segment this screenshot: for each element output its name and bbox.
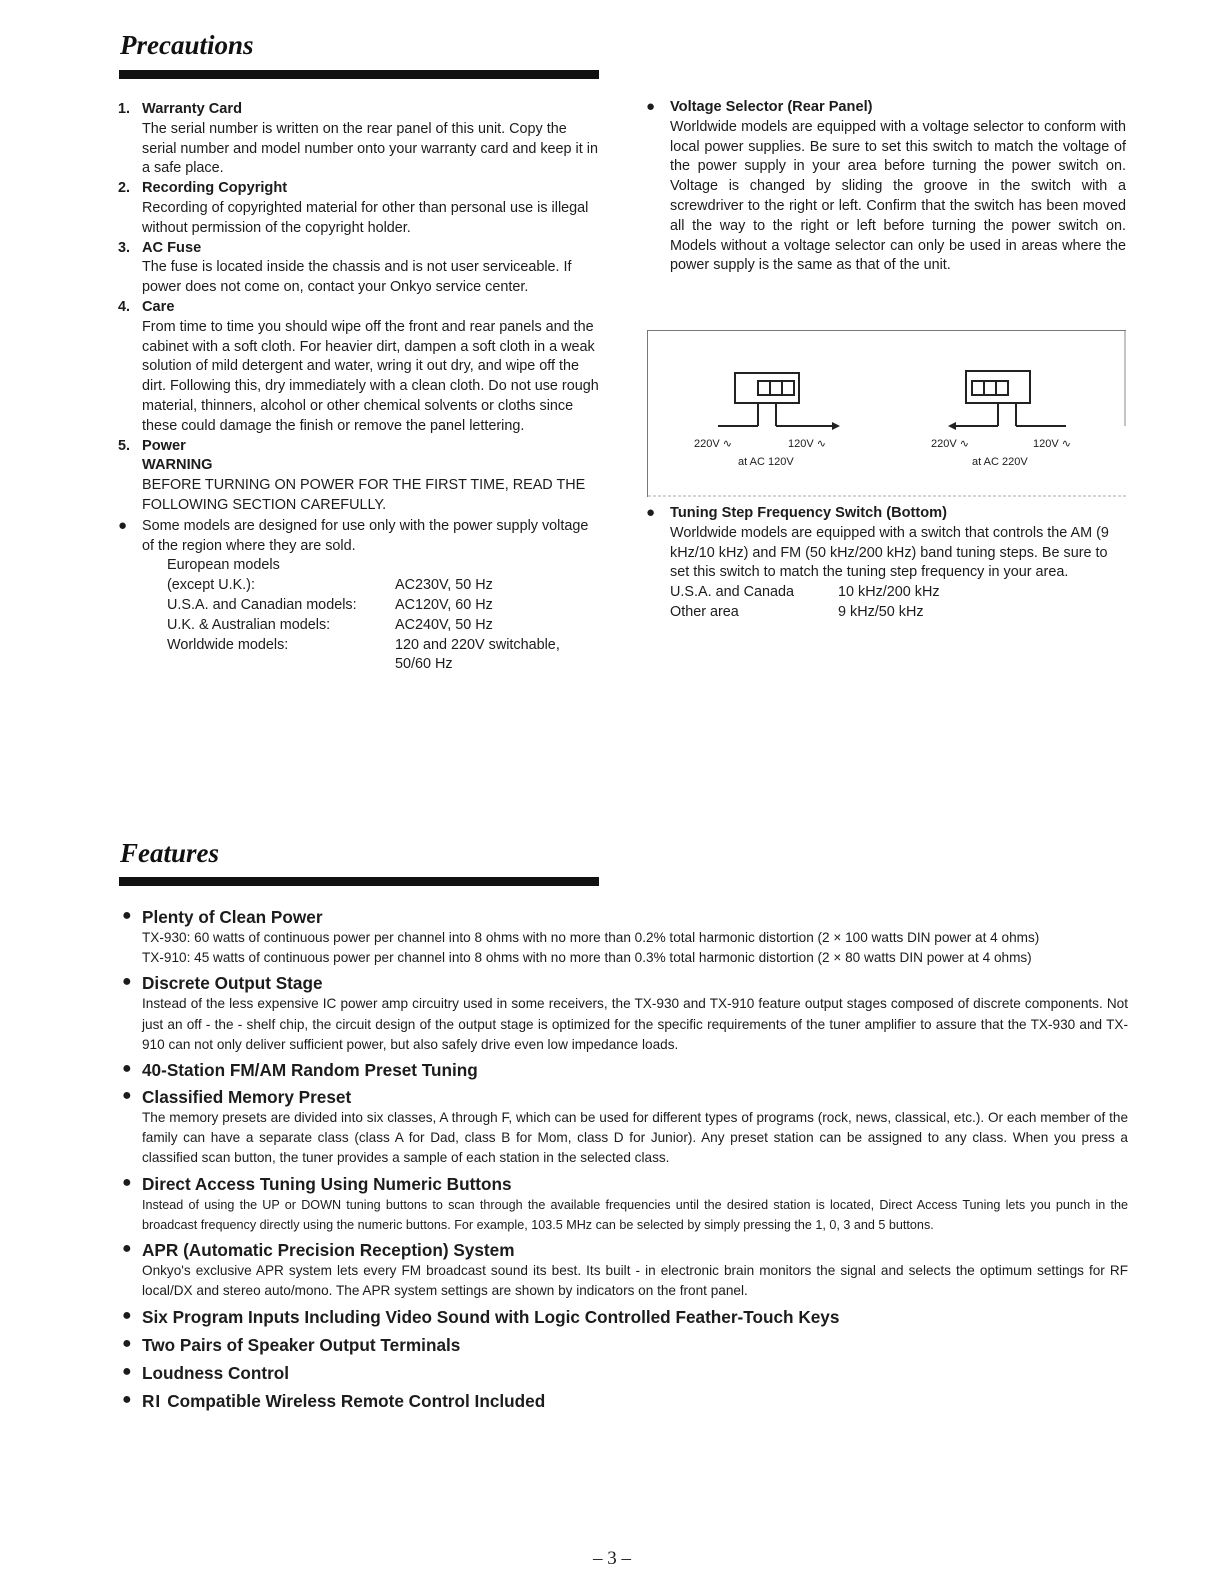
precautions-rule (119, 70, 599, 79)
tuning-region: U.S.A. and Canada (670, 584, 794, 601)
feature-heading: Loudness Control (142, 1363, 290, 1384)
power-bullet (118, 517, 600, 557)
feature-item-apr (118, 1239, 1128, 1301)
item-text: The serial number is written on the rear panel of this unit. Copy the serial number and model number onto your warranty card and keep it in a safe place. (142, 120, 598, 177)
voltage-label: 220V (694, 438, 720, 450)
voltage-selector-bullet (646, 98, 1126, 276)
feature-line: TX-930: 60 watts of continuous power per channel into 8 ohms with no more than 0.2% total harmonic distortion (2 × 100 watts DIN power at 4 ohms) (142, 930, 1040, 945)
item-text: The fuse is located inside the chassis and is not user serviceable. If power does not come on, contact your Onkyo service center. (142, 259, 572, 296)
precaution-item-copyright (118, 179, 600, 238)
voltage-value: 50/60 Hz (395, 656, 453, 673)
feature-item-loudness (118, 1362, 1128, 1384)
precautions-left-column (118, 100, 600, 675)
bullet-icon: ● (122, 1335, 132, 1353)
precaution-item-care (118, 298, 600, 437)
tuning-step-section (646, 504, 1126, 623)
voltage-label: 220V (931, 438, 957, 450)
bullet-icon: ● (122, 1173, 132, 1191)
bullet-icon: ● (122, 973, 132, 991)
voltage-value: AC230V, 50 Hz (395, 577, 493, 594)
feature-heading: Plenty of Clean Power (142, 907, 323, 927)
feature-heading-text: Compatible Wireless Remote Control Included (167, 1391, 546, 1412)
voltage-row (167, 576, 600, 596)
ac-symbol-icon: ∿ (816, 438, 826, 450)
ac-symbol-icon: ∿ (959, 438, 969, 450)
item-number: 5. (118, 437, 131, 454)
bullet-icon: ● (122, 1363, 132, 1381)
feature-heading: Two Pairs of Speaker Output Terminals (142, 1335, 461, 1356)
tuning-row (670, 603, 1126, 623)
features-list (118, 906, 1128, 1412)
tuning-region: Other area (670, 603, 739, 620)
warning-text: BEFORE TURNING ON POWER FOR THE FIRST TIME, READ THE FOLLOWING SECTION CAREFULLY. (142, 477, 586, 513)
bullet-icon: ● (122, 1087, 132, 1105)
feature-item-preset-tuning (118, 1059, 1128, 1081)
voltage-region: Worldwide models: (167, 636, 289, 653)
tuning-step-table (670, 583, 1126, 623)
power-bullet-text: Some models are designed for use only with the power supply voltage of the region where they are sold. (142, 517, 589, 554)
item-heading: Warranty Card (142, 101, 243, 117)
tuning-step-heading: Tuning Step Frequency Switch (Bottom) (670, 505, 948, 521)
voltage-region: U.K. & Australian models: (167, 616, 331, 633)
voltage-selector-diagram (647, 330, 1126, 497)
ri-logo-icon: RI (142, 1391, 162, 1412)
switch-left-icon (718, 373, 840, 430)
voltage-row (167, 596, 600, 616)
right-caption: at AC 220V (972, 456, 1028, 468)
voltage-label: 120V (788, 438, 814, 450)
feature-heading: Discrete Output Stage (142, 973, 323, 994)
feature-heading: APR (Automatic Precision Reception) System (142, 1240, 515, 1261)
tuning-value: 9 kHz/50 kHz (838, 603, 924, 620)
bullet-icon: ● (122, 1240, 132, 1258)
item-heading: Recording Copyright (142, 180, 288, 197)
feature-item-speaker-terminals (118, 1334, 1128, 1356)
tuning-step-text: Worldwide models are equipped with a switch that controls the AM (9 kHz/10 kHz) and FM (50 kHz/200 kHz) band tuning steps. Be sure to set this switch to match the tuning step frequency in your area. (670, 524, 1109, 581)
feature-item-remote (118, 1390, 1128, 1412)
voltage-value: 120 and 220V switchable, (395, 636, 560, 653)
bullet-icon: ● (646, 98, 656, 115)
feature-text: Instead of the less expensive IC power amp circuitry used in some receivers, the TX-930 and TX-910 feature output stages composed of discrete components. Not just an off - the - shelf chip, the circuit design of the output stage is optimized for the specific requirements of the tuner amplifier to assure that the TX-930 and TX-910 can not only deliver sufficient power, but also safely drive even low impedance loads. (142, 996, 1128, 1052)
ac-symbol-icon: ∿ (1061, 438, 1071, 450)
precautions-title: Precautions (120, 30, 254, 60)
voltage-selector-heading: Voltage Selector (Rear Panel) (670, 99, 873, 115)
features-title: Features (120, 838, 220, 868)
voltage-selector-text: Worldwide models are equipped with a voltage selector to conform with local power supplies. Be sure to set this switch to match the voltage of the power supply in your area before turning the power switch on. Voltage is changed by sliding the groove in the switch with a screwdriver to the right or left. Confirm that the switch has been moved all the way to the right or left before turning the power switch on. Models without a voltage selector can only be used in areas where the power supply is the same as that of the unit. (670, 118, 1126, 274)
feature-heading (142, 1390, 1128, 1412)
feature-heading: 40-Station FM/AM Random Preset Tuning (142, 1060, 478, 1081)
feature-heading: Classified Memory Preset (142, 1087, 352, 1108)
feature-line: TX-910: 45 watts of continuous power per channel into 8 ohms with no more than 0.3% total harmonic distortion (2 × 80 watts DIN power at 4 ohms) (142, 950, 1032, 966)
voltage-selector-section (646, 98, 1126, 276)
voltage-row (167, 636, 600, 656)
feature-text: The memory presets are divided into six classes, A through F, which can be used for different types of programs (rock, news, classical, etc.). Or each member of the family can have a separate class (class A for Dad, class B for Mom, class D for Junior). Any preset station can be assigned to any class. When you press a classified scan button, the tuner provides a sample of each station in the selected class. (142, 1110, 1128, 1166)
tuning-row (670, 583, 1126, 603)
bullet-icon: ● (122, 1307, 132, 1325)
voltage-row (167, 655, 600, 675)
item-number: 4. (118, 298, 131, 315)
ac-symbol-icon: ∿ (722, 438, 732, 450)
voltage-table (118, 556, 600, 675)
bullet-icon: ● (118, 516, 128, 534)
feature-heading: Six Program Inputs Including Video Sound with Logic Controlled Feather-Touch Keys (142, 1307, 840, 1328)
tuning-step-bullet (646, 504, 1126, 623)
voltage-value: AC120V, 60 Hz (395, 596, 493, 613)
voltage-value: AC240V, 50 Hz (395, 616, 493, 633)
voltage-row (167, 616, 600, 636)
voltage-region (167, 655, 395, 675)
feature-text: Instead of using the UP or DOWN tuning buttons to scan through the available frequencies until the desired station is located, Direct Access Tuning lets you punch in the broadcast frequency directly using the numeric buttons. For example, 103.5 MHz can be selected by simply pressing the 1, 0, 3 and 5 buttons. (142, 1197, 1128, 1232)
feature-item-program-inputs (118, 1306, 1128, 1328)
precaution-item-warranty (118, 100, 600, 179)
warning-label: WARNING (142, 457, 213, 474)
item-number: 1. (118, 101, 131, 117)
bullet-icon: ● (646, 504, 656, 521)
feature-item-classified-memory (118, 1086, 1128, 1169)
item-heading: Care (142, 298, 175, 315)
voltage-region: (except U.K.): (167, 577, 255, 594)
item-number: 3. (118, 239, 131, 256)
tuning-value: 10 kHz/200 kHz (838, 584, 940, 601)
feature-heading: Direct Access Tuning Using Numeric Buttons (142, 1173, 512, 1194)
voltage-row (167, 556, 600, 576)
precaution-item-fuse (118, 239, 600, 298)
item-text: From time to time you should wipe off the front and rear panels and the cabinet with a soft cloth. For heavier dirt, dampen a soft cloth in a weak solution of mild detergent and water, wring it out dry, and wipe off the dirt. Following this, dry immediately with a clean cloth. Do not use rough material, thinners, alcohol or other chemical solvents or cloths since these could damage the finish or remove the panel lettering. (142, 318, 599, 434)
left-120v-label (788, 437, 826, 450)
feature-item-direct-access (118, 1173, 1128, 1235)
page-number: – 3 – (593, 1548, 631, 1569)
diagram-svg (648, 331, 1126, 497)
features-rule (119, 877, 599, 886)
bullet-icon: ● (122, 1391, 132, 1409)
voltage-region: European models (167, 557, 280, 574)
precaution-item-power (118, 437, 600, 516)
left-220v-label (694, 437, 732, 450)
item-number: 2. (118, 180, 131, 197)
right-220v-label (931, 437, 969, 450)
bullet-icon: ● (122, 1060, 132, 1078)
item-text: Recording of copyrighted material for other than personal use is illegal without permission of the copyright holder. (142, 199, 589, 236)
item-heading: Power (142, 437, 186, 454)
item-heading: AC Fuse (142, 239, 202, 256)
bullet-icon: ● (122, 907, 132, 924)
switch-right-icon (948, 371, 1066, 430)
feature-text: Onkyo's exclusive APR system lets every FM broadcast sound its best. Its built - in electronic brain monitors the signal and selects the optimum settings for RF local/DX and stereo auto/mono. The APR system settings are shown by indicators on the front panel. (142, 1263, 1128, 1299)
voltage-region: U.S.A. and Canadian models: (167, 596, 357, 613)
left-caption: at AC 120V (738, 456, 794, 468)
right-120v-label (1033, 437, 1071, 450)
voltage-label: 120V (1033, 438, 1059, 450)
feature-item-discrete-output (118, 972, 1128, 1055)
feature-item-clean-power (118, 906, 1128, 968)
